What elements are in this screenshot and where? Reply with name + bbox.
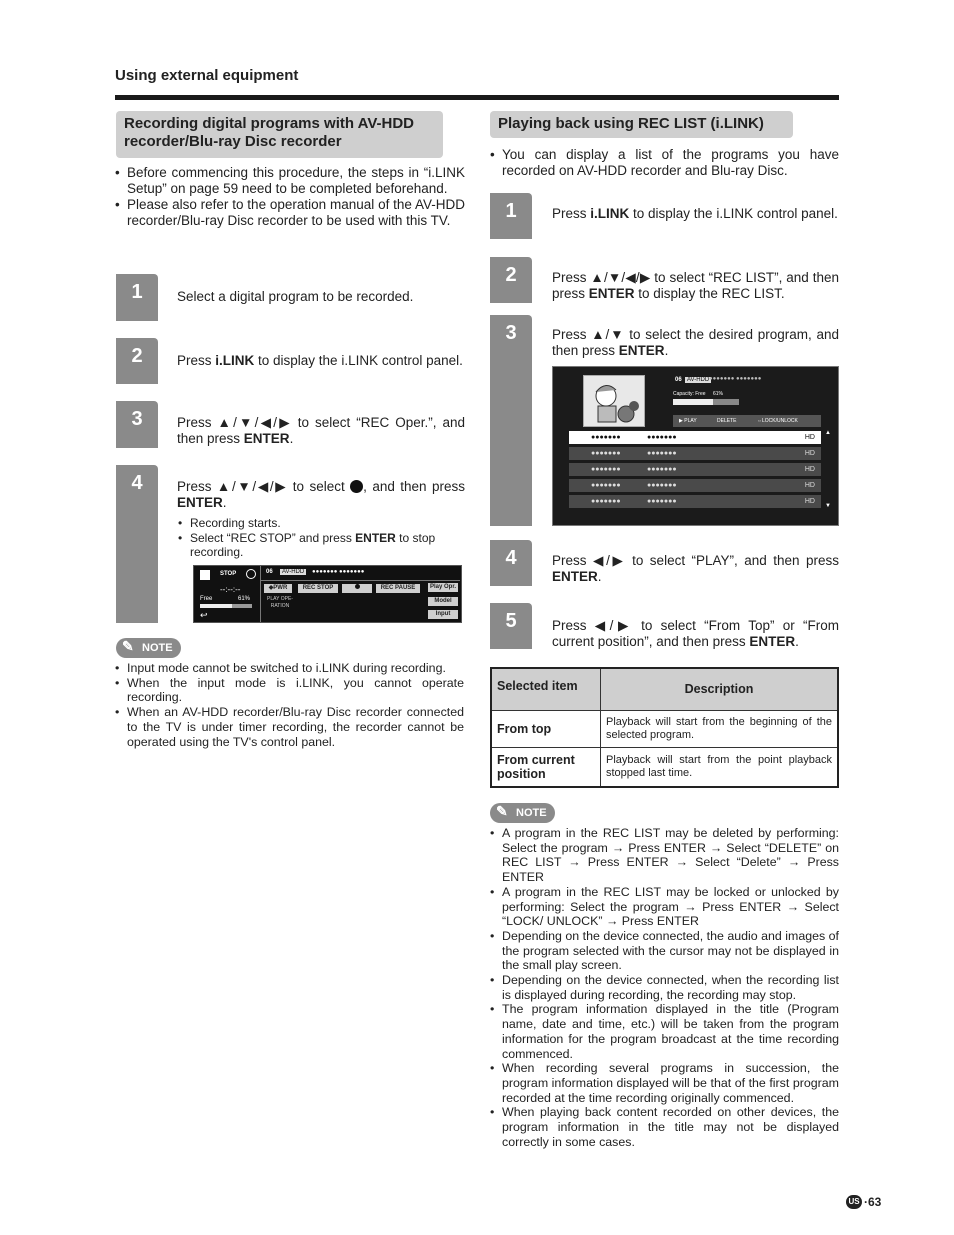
list-text: Recording starts. bbox=[190, 516, 281, 530]
step-text-part: to display the REC LIST. bbox=[634, 286, 785, 301]
row-title: ●●●●●●● bbox=[591, 482, 621, 489]
delete-button[interactable]: DELETE bbox=[717, 418, 737, 424]
step-number: 2 bbox=[505, 264, 517, 286]
step4-sublist bbox=[178, 516, 465, 560]
step-text-part: Press ▲/▼ to select the desired program, and then press bbox=[552, 327, 839, 358]
list-item: • Depending on the device connected, the audio and images of the program selected with the cursor may not be displayed in the small play screen. bbox=[490, 929, 839, 973]
row-date: ●●●●●●● bbox=[647, 450, 677, 457]
rec-stop-button[interactable]: REC STOP bbox=[298, 584, 338, 593]
list-item: • Depending on the device connected, when the recording list is displayed during recording, the recording may stop. bbox=[490, 973, 839, 1002]
right-section-heading: Playing back using REC LIST (i.LINK) bbox=[490, 111, 793, 138]
rec-list-row[interactable] bbox=[569, 495, 821, 508]
step-text-part: to display the i.LINK control panel. bbox=[254, 353, 463, 368]
row-tag: HD bbox=[804, 498, 815, 505]
panel-status: STOP bbox=[220, 571, 237, 577]
step-text-part: . bbox=[664, 343, 669, 358]
step-key: ENTER bbox=[355, 530, 396, 545]
table-header-row bbox=[491, 668, 838, 710]
scroll-down-icon[interactable]: ▼ bbox=[825, 503, 831, 509]
row-tag: HD bbox=[804, 450, 815, 457]
step-text-part: . bbox=[795, 634, 799, 649]
step-key: i.LINK bbox=[590, 206, 630, 221]
step-text bbox=[552, 618, 839, 650]
step-text bbox=[177, 353, 465, 369]
record-dot-icon bbox=[355, 584, 360, 589]
rec-list-row[interactable] bbox=[569, 479, 821, 492]
selection-table bbox=[490, 667, 839, 788]
row-title: ●●●●●●● bbox=[591, 498, 621, 505]
ilink-control-panel bbox=[193, 565, 462, 623]
rec-list-screen bbox=[552, 366, 839, 526]
step-text bbox=[552, 327, 839, 359]
step-text-part: to display the i.LINK control panel. bbox=[629, 206, 838, 221]
note-badge bbox=[116, 638, 181, 658]
list-item: • The program information displayed in the title (Program name, date and time, etc.) will be taken from the program information for the program broadcast at the time recording commenced. bbox=[490, 1002, 839, 1061]
model-button[interactable]: Model bbox=[428, 597, 458, 606]
thumbnail-illustration bbox=[584, 376, 644, 426]
list-item: • When the input mode is i.LINK, you cannot operate recording. bbox=[115, 676, 464, 705]
step-number: 1 bbox=[505, 200, 517, 222]
rec-pause-button[interactable]: REC PAUSE bbox=[376, 584, 420, 593]
left-intro-list bbox=[115, 165, 465, 229]
record-button[interactable] bbox=[342, 584, 372, 593]
thumbnail-image bbox=[583, 375, 645, 427]
play-button[interactable]: ▶ PLAY bbox=[679, 418, 697, 424]
step-bar-3 bbox=[490, 315, 532, 526]
row-tag: HD bbox=[804, 466, 815, 473]
step-number: 4 bbox=[131, 472, 143, 494]
left-section-heading: Recording digital programs with AV-HDD recorder/Blu-ray Disc recorder bbox=[116, 111, 443, 158]
step-text-part: Press bbox=[177, 353, 216, 368]
stop-square-icon bbox=[200, 570, 210, 580]
screen-channel: 06 bbox=[675, 377, 682, 383]
step-text-part: , and then press bbox=[363, 479, 465, 494]
header-rule bbox=[115, 95, 839, 100]
list-item: • Please also refer to the operation manual of the AV-HDD recorder/Blu-ray Disc recorder to be used with this TV. bbox=[115, 197, 465, 229]
record-dot-icon bbox=[350, 480, 363, 493]
list-item: • You can display a list of the programs you have recorded on AV-HDD recorder and Blu-ray Disc. bbox=[490, 147, 839, 179]
rec-list-row[interactable] bbox=[569, 463, 821, 476]
pencil-icon: ✎ bbox=[122, 638, 134, 654]
step-text-part: Press ▲/▼/◀/▶ to select “REC Oper.”, and then press bbox=[177, 415, 465, 446]
row-date: ●●●●●●● bbox=[647, 498, 677, 505]
capacity-bar bbox=[200, 604, 252, 608]
scroll-up-icon[interactable]: ▲ bbox=[825, 430, 831, 436]
list-item bbox=[178, 531, 465, 560]
lock-unlock-label: LOCK/UNLOCK bbox=[762, 418, 798, 424]
step-text-part: . bbox=[289, 431, 294, 446]
step-text-part: . bbox=[222, 495, 227, 510]
step-number: 3 bbox=[131, 408, 143, 430]
input-button[interactable]: Input bbox=[428, 610, 458, 619]
panel-program: ●●●●●●● ●●●●●●● bbox=[312, 569, 365, 575]
step-key: ENTER bbox=[552, 569, 598, 584]
step-key: ENTER bbox=[618, 343, 665, 358]
right-note-list bbox=[490, 826, 839, 1149]
step-number: 3 bbox=[505, 322, 517, 344]
table-cell-desc: Playback will start from the beginning of the selected program. bbox=[601, 710, 839, 747]
panel-device: AV-HDD bbox=[282, 569, 305, 575]
step-key: ENTER bbox=[243, 431, 290, 446]
step-number: 5 bbox=[505, 610, 517, 632]
screen-capacity-pct: 61% bbox=[713, 391, 724, 397]
step-text-part: Press ▲/▼/◀/▶ to select bbox=[177, 479, 351, 494]
step-number: 1 bbox=[131, 281, 143, 303]
step-text: Select a digital program to be recorded. bbox=[177, 289, 414, 304]
pwr-button[interactable]: ◆PWR bbox=[264, 584, 292, 593]
list-item: • A program in the REC LIST may be deleted by performing: Select the program → Press ENTER → Select “DELETE” on REC LIST → Press ENTER → Select “Delete” → Press ENTER bbox=[490, 826, 839, 885]
table-row bbox=[491, 747, 838, 787]
table-cell-desc: Playback will start from the point playback stopped last time. bbox=[601, 747, 839, 787]
panel-divider bbox=[260, 580, 460, 581]
step-text-part: Press bbox=[552, 206, 591, 221]
row-date: ●●●●●●● bbox=[647, 482, 677, 489]
region-badge: US bbox=[846, 1195, 862, 1209]
step-text-part: . bbox=[597, 569, 602, 584]
note-label: NOTE bbox=[516, 807, 547, 819]
panel-channel: 06 bbox=[266, 569, 273, 575]
step-text-part: Press ▲/▼/◀/▶ to select “REC LIST”, and then press bbox=[552, 270, 839, 301]
screen-device: AV-HDD bbox=[687, 377, 710, 383]
list-text: to stop recording. bbox=[190, 530, 436, 559]
list-item: • Before commencing this procedure, the steps in “i.LINK Setup” on page 59 need to be completed beforehand. bbox=[115, 165, 465, 197]
row-date: ●●●●●●● bbox=[647, 434, 677, 441]
step-number: 4 bbox=[505, 547, 517, 569]
screen-button-row bbox=[673, 415, 821, 427]
table-row bbox=[491, 710, 838, 747]
row-title: ●●●●●●● bbox=[591, 450, 621, 457]
row-title: ●●●●●●● bbox=[591, 434, 621, 441]
screen-program: ●●●●●●● ●●●●●●● bbox=[709, 376, 762, 382]
lock-unlock-button[interactable] bbox=[757, 418, 798, 424]
list-item bbox=[178, 516, 465, 531]
panel-free-label: Free bbox=[200, 596, 213, 602]
note-label: NOTE bbox=[142, 642, 173, 654]
row-tag: HD bbox=[804, 434, 815, 441]
note-badge bbox=[490, 803, 555, 823]
screen-capacity: Capacity: Free bbox=[673, 391, 706, 397]
rec-list-row[interactable] bbox=[569, 447, 821, 460]
list-text: Select “REC STOP” and press bbox=[190, 530, 356, 545]
table-cell-item: From current position bbox=[491, 747, 601, 787]
panel-free-pct: 61% bbox=[238, 596, 251, 602]
list-item: • When playing back content recorded on other devices, the program information in the title may not be displayed correctly in some cases. bbox=[490, 1105, 839, 1149]
page-number: ·63 bbox=[864, 1195, 882, 1209]
step-number: 2 bbox=[131, 345, 143, 367]
list-item: • When recording several programs in succession, the program information displayed will be that of the first program recorded at the time recording originally commenced. bbox=[490, 1061, 839, 1105]
step-key: ENTER bbox=[588, 286, 635, 301]
step-text-part: Press ◀/▶ to select “PLAY”, and then press bbox=[552, 553, 839, 568]
list-item: • A program in the REC LIST may be locked or unlocked by performing: Select the program → Press ENTER → Select “LOCK/ UNLOCK” → Press ENTER bbox=[490, 885, 839, 929]
step-key: ENTER bbox=[749, 634, 796, 649]
list-item: • When an AV-HDD recorder/Blu-ray Disc recorder connected to the TV is under timer recording, the recorder cannot be operated using the TV's control panel. bbox=[115, 705, 464, 749]
rec-list-row[interactable] bbox=[569, 431, 821, 444]
step-text bbox=[552, 270, 839, 302]
left-note-list bbox=[115, 661, 464, 749]
no-signal-icon bbox=[246, 569, 256, 579]
play-operation-label[interactable]: PLAY OPE- RATION bbox=[267, 596, 293, 609]
panel-timer: --:--:-- bbox=[220, 585, 241, 594]
lock-icon: ⇔ bbox=[757, 418, 762, 424]
list-item: • Input mode cannot be switched to i.LINK during recording. bbox=[115, 661, 464, 676]
return-icon: ↩ bbox=[200, 610, 208, 620]
step-key: ENTER bbox=[177, 495, 223, 510]
step-key: i.LINK bbox=[215, 353, 255, 368]
step-text-part: Press ◀/▶ to select “From Top” or “From current position”, and then press bbox=[552, 618, 839, 649]
step-text bbox=[552, 206, 839, 222]
screen-capacity-bar bbox=[673, 399, 739, 405]
row-date: ●●●●●●● bbox=[647, 466, 677, 473]
panel-divider bbox=[260, 566, 261, 622]
pencil-icon: ✎ bbox=[496, 803, 508, 819]
right-intro-list bbox=[490, 147, 839, 179]
row-tag: HD bbox=[804, 482, 815, 489]
section-label: Using external equipment bbox=[115, 67, 299, 84]
step-text bbox=[177, 415, 465, 447]
table-header: Description bbox=[601, 668, 839, 710]
play-opr-button[interactable]: Play Opr. bbox=[429, 584, 456, 590]
row-title: ●●●●●●● bbox=[591, 466, 621, 473]
step-text bbox=[177, 479, 465, 511]
table-cell-item: From top bbox=[491, 710, 601, 747]
table-header: Selected item bbox=[491, 668, 601, 710]
step-text bbox=[552, 553, 839, 585]
